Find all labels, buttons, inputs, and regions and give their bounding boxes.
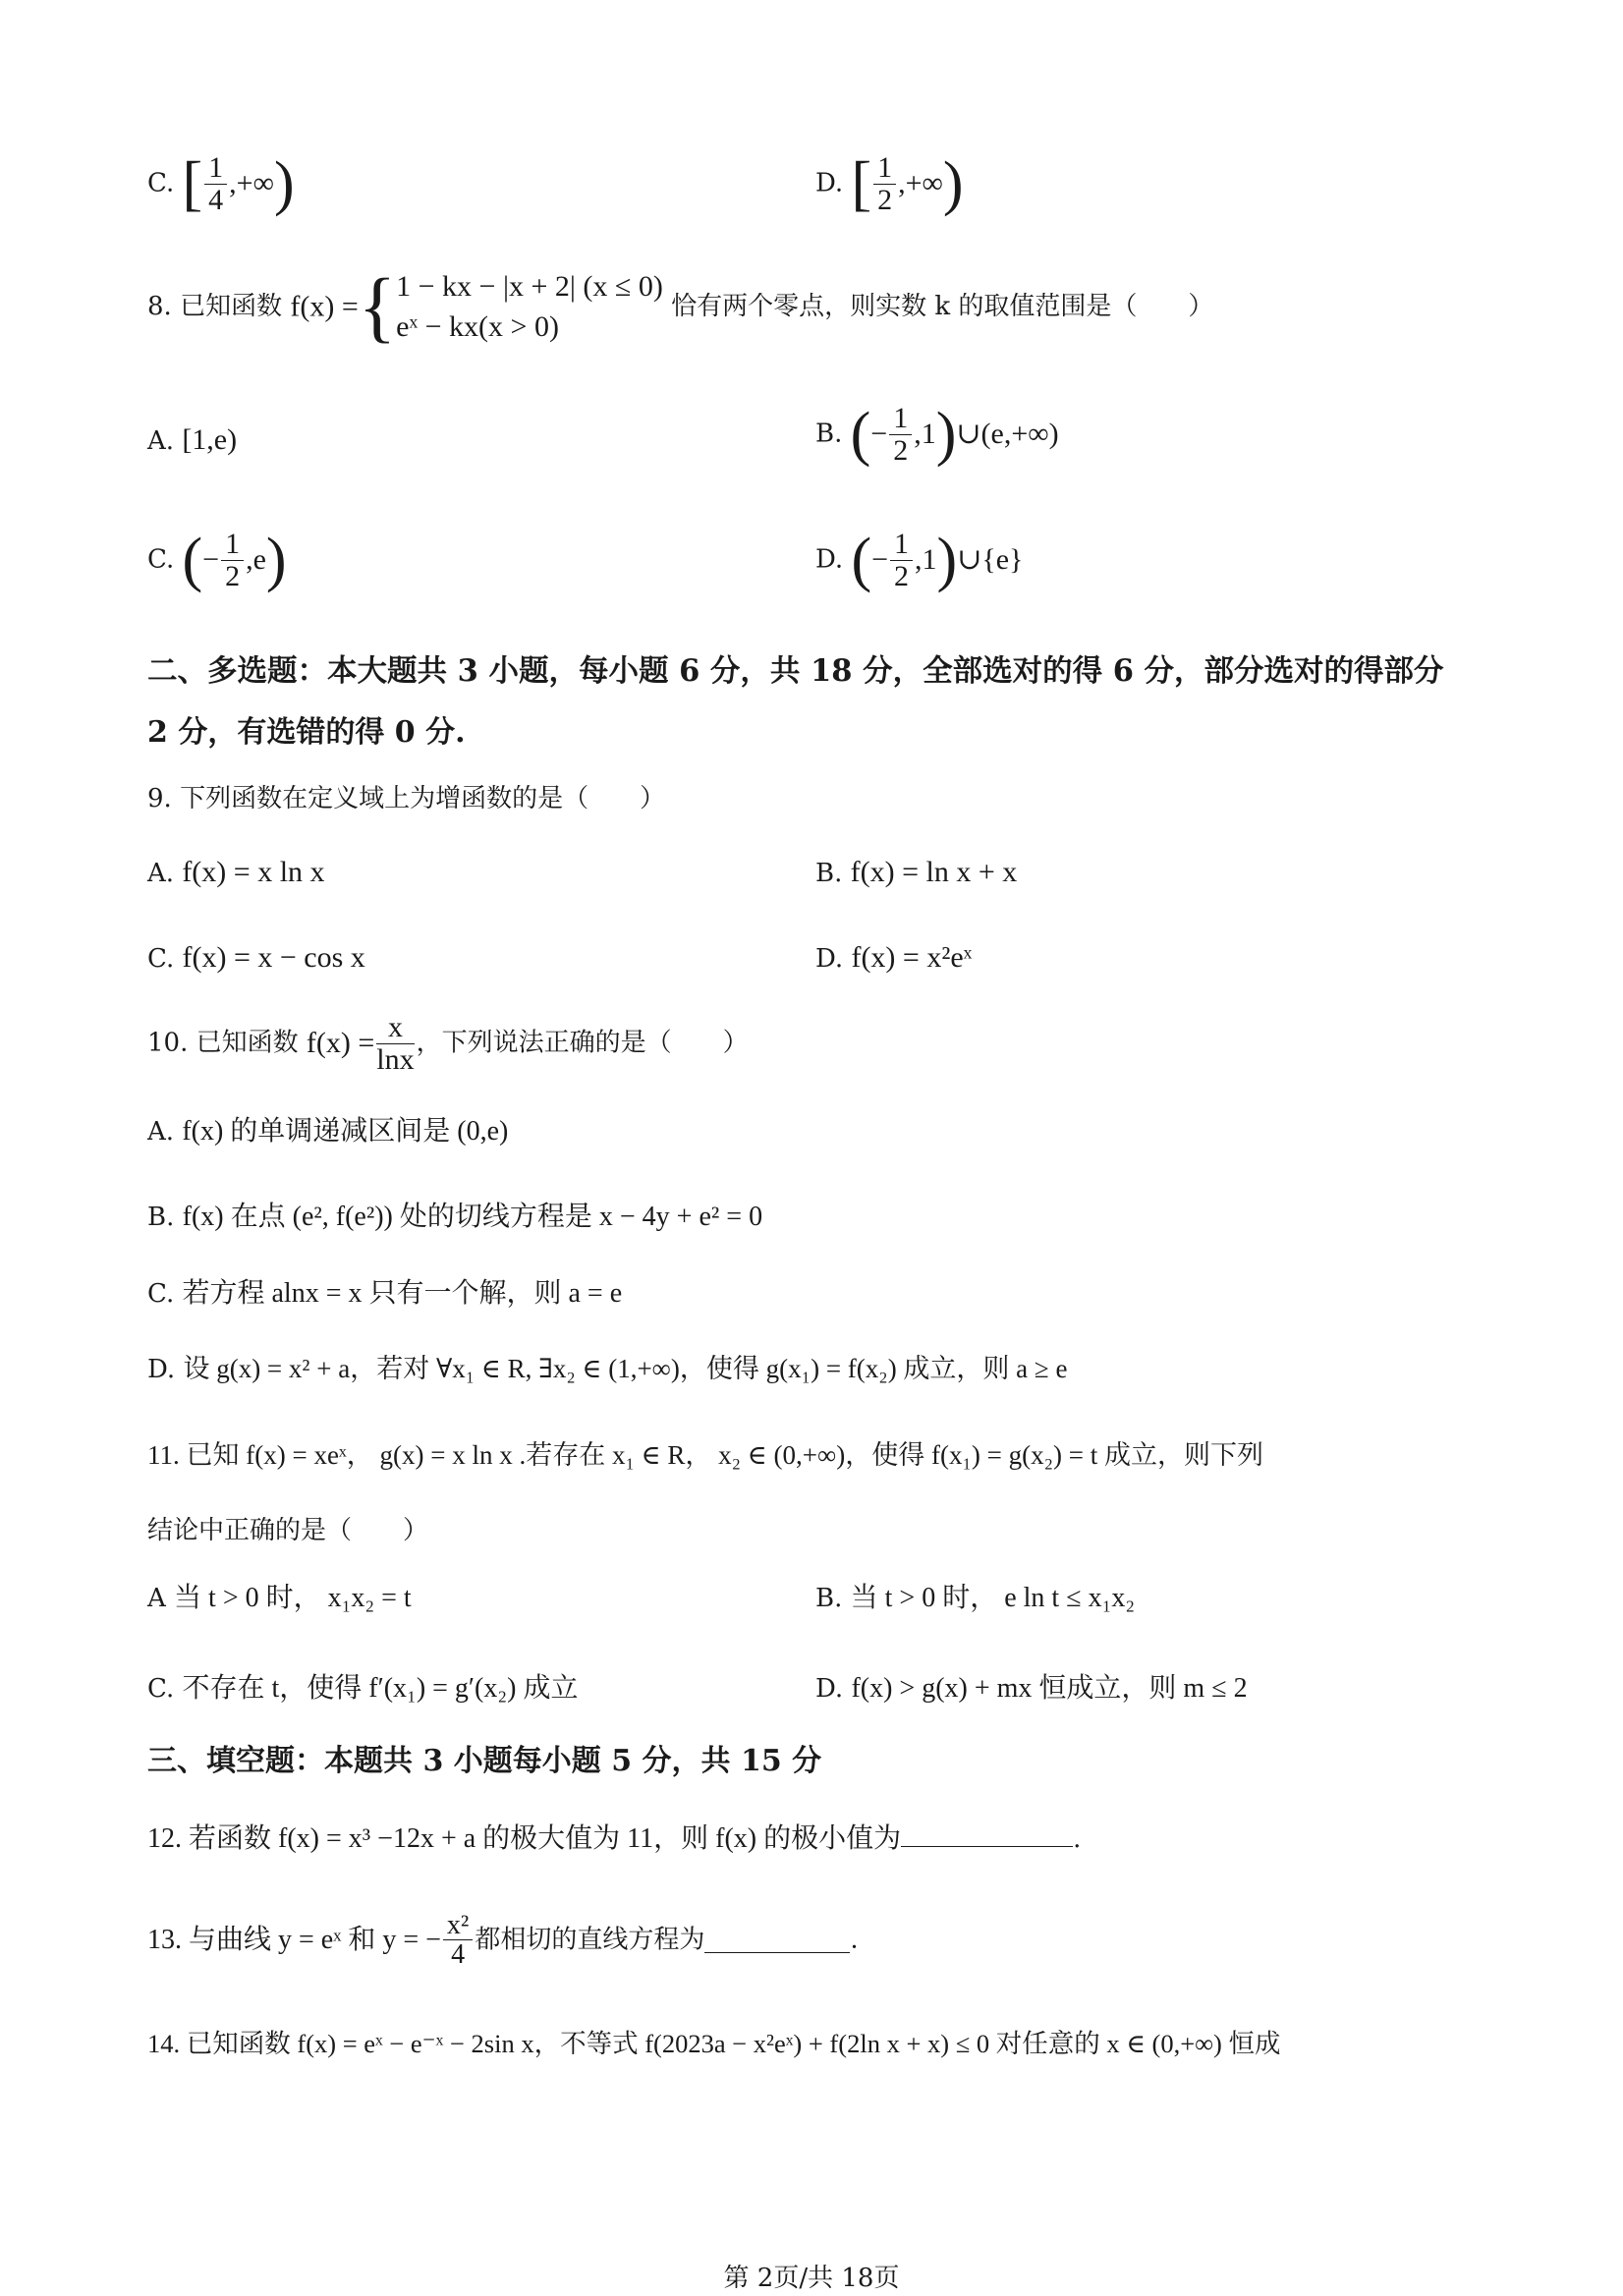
option-label: D. xyxy=(815,168,844,198)
fraction: $\frac{1}{2}$ xyxy=(873,152,896,215)
q9-option-b: B. f(x) = ln x + x xyxy=(815,856,1018,888)
q11-option-c: C. 不存在 t，使得 f′(x₁) = g′(x₂) 成立 xyxy=(147,1673,579,1704)
section-heading: 三、填空题：本题共 3 小题每小题 5 分，共 15 分 xyxy=(147,1744,822,1778)
q12-stem: 12. 若函数 f(x) = x³ −12x + a 的极大值为 11，则 f(x) 的极小值为 . xyxy=(147,1820,1081,1856)
q8-stem: 8. 已知函数 f(x) ={ 1 − kx − |x + 2| (x ≤ 0) eˣ − kx(x > 0) 恰有两个零点，则实数 k 的取值范围是（ ） xyxy=(147,263,1214,351)
q8-option-a: A. [1,e) xyxy=(147,423,238,456)
q10-stem: 10. 已知函数 f(x) = $\frac{x}{\ln x}$ ，下列说法正确的是（ ） xyxy=(147,1011,749,1076)
piecewise-cases: 1 − kx − |x + 2| (x ≤ 0) eˣ − kx(x > 0) xyxy=(396,270,663,343)
section-heading: 二、多选题：本大题共 3 小题，每小题 6 分，共 18 分，全部选对的得 6 分，部分选对的得部分 xyxy=(147,653,1444,689)
q13-stem: 13. 与曲线 y = eˣ 和 y = − $\frac{\text{x²}}{4}$ 都相切的直线方程为 . xyxy=(147,1910,859,1971)
q9-option-d: D. f(x) = x²eˣ xyxy=(815,941,973,974)
fraction: $\frac{\text{x²}}{4}$ xyxy=(443,1911,473,1970)
fraction: $\frac{1}{2}$ xyxy=(221,529,244,591)
q11-stem-cont: 结论中正确的是（ ） xyxy=(147,1516,429,1545)
answer-blank[interactable] xyxy=(901,1820,1073,1847)
section-heading-cont: 2 分，有选错的得 0 分. xyxy=(147,715,466,750)
q8-option-d: D. (− $\frac{1}{2}$ ,1)∪{e} xyxy=(815,527,1024,593)
q11-option-b: B. 当 t > 0 时， e ln t ≤ x₁x₂ xyxy=(815,1583,1136,1613)
answer-blank[interactable] xyxy=(704,1927,850,1953)
q10-option-d: D. 设 g(x) = x² + a，若对 ∀x₁ ∈ R, ∃x₂ ∈ (1,+∞)，使得 g(x₁) = f(x₂) 成立，则 a ≥ e xyxy=(147,1354,1068,1384)
fraction: $\frac{1}{2}$ xyxy=(890,529,913,591)
q9-stem: 9. 下列函数在定义域上为增函数的是（ ） xyxy=(147,784,666,813)
q11-option-a: A 当 t > 0 时， x₁x₂ = t xyxy=(147,1583,412,1613)
page-number: 第 2页/共 18页 xyxy=(723,2264,900,2293)
q7-option-d: D. [ $\frac{1}{2}$ ,+∞) xyxy=(815,150,964,217)
q10-option-a: A. f(x) 的单调递减区间是 (0,e) xyxy=(147,1116,509,1147)
q7-option-c: C. [ $\frac{1}{4}$ ,+∞) xyxy=(147,150,295,217)
fraction: $\frac{1}{2}$ xyxy=(889,403,912,466)
q8-option-c: C. (− $\frac{1}{2}$ ,e) xyxy=(147,527,287,593)
q10-option-b: B. f(x) 在点 (e², f(e²)) 处的切线方程是 x − 4y + e² = 0 xyxy=(147,1202,763,1232)
q14-stem: 14. 已知函数 f(x) = eˣ − e⁻ˣ − 2sin x，不等式 f(2023a − x²eˣ) + f(2ln x + x) ≤ 0 对任意的 x ∈ (0,+∞) 恒成 xyxy=(147,2029,1281,2058)
q11-option-d: D. f(x) > g(x) + mx 恒成立，则 m ≤ 2 xyxy=(815,1673,1248,1704)
q11-stem: 11. 已知 f(x) = xeˣ， g(x) = x ln x .若存在 x₁ ∈ R， x₂ ∈ (0,+∞)，使得 f(x₁) = g(x₂) = t 成立，则下列 xyxy=(147,1440,1263,1470)
q9-option-c: C. f(x) = x − cos x xyxy=(147,941,365,974)
fraction: $\frac{x}{\ln x}$ xyxy=(376,1011,415,1076)
option-label: C. xyxy=(147,168,175,198)
q8-option-b: B. (− $\frac{1}{2}$ ,1)∪(e,+∞) xyxy=(815,401,1059,468)
q9-option-a: A. f(x) = x ln x xyxy=(147,856,325,888)
q10-option-c: C. 若方程 alnx = x 只有一个解，则 a = e xyxy=(147,1278,623,1309)
fraction: $\frac{1}{4}$ xyxy=(204,152,227,215)
